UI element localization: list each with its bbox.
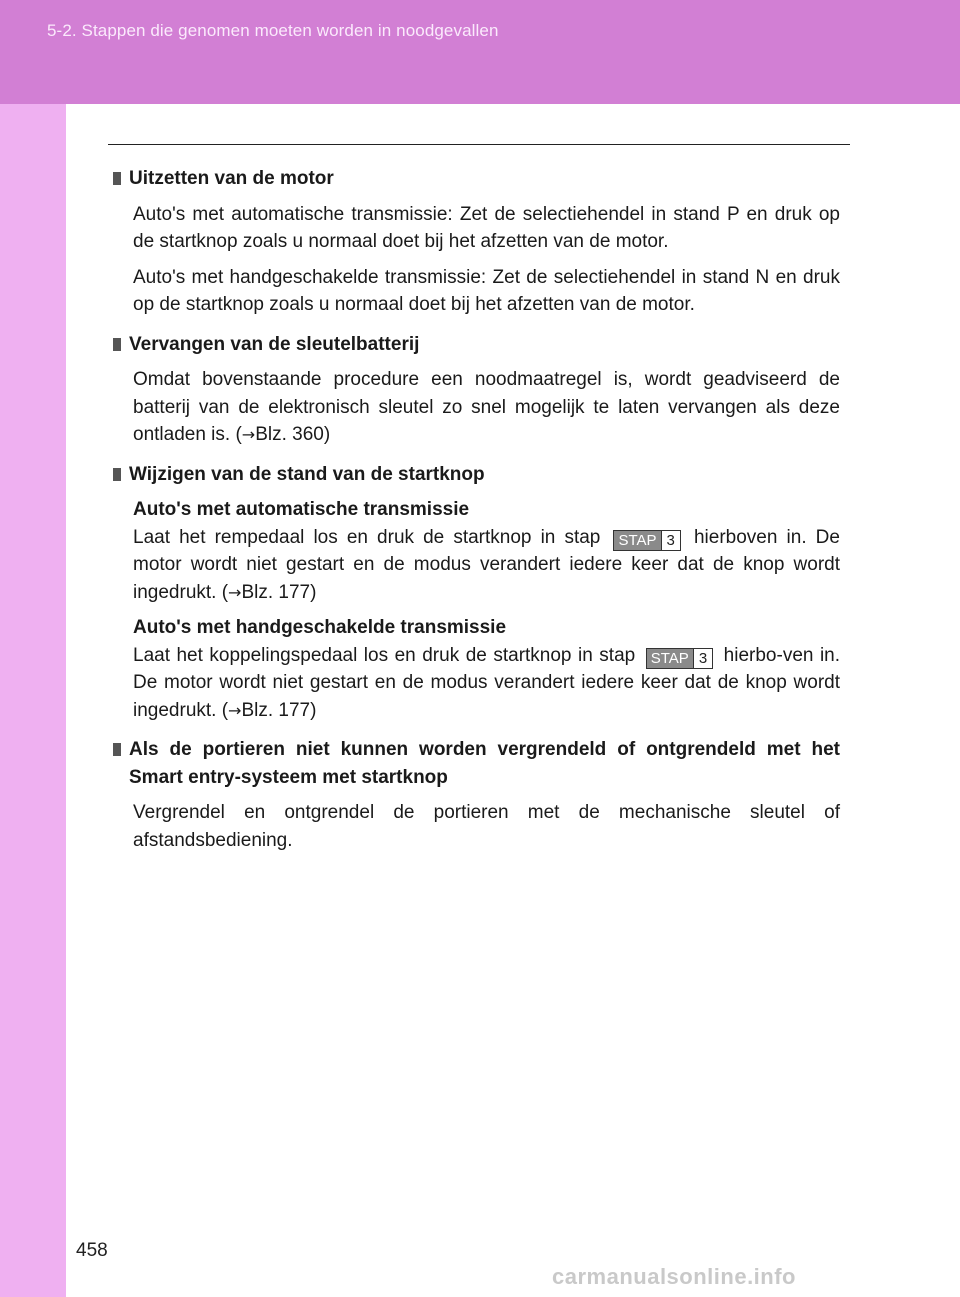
stap-badge-label: STAP xyxy=(614,531,660,550)
paragraph-text: Laat het koppelingspedaal los en druk de startknop in stap xyxy=(133,644,636,666)
subsection xyxy=(133,496,840,606)
section-heading xyxy=(113,736,840,791)
paragraph-text: Omdat bovenstaande procedure een noodmaatregel is, wordt geadviseerd de batterij van de elektronisch sleutel zo snel mogelijk te laten vervangen als deze ontladen is. ( xyxy=(133,369,840,445)
page-header-title: 5-2. Stappen die genomen moeten worden in noodgevallen xyxy=(47,21,499,40)
page-reference: Blz. 360) xyxy=(255,424,331,445)
subsection-heading: Auto's met automatische transmissie xyxy=(133,499,470,520)
subsection xyxy=(133,614,840,724)
paragraph xyxy=(133,366,840,449)
arrow-right-icon: → xyxy=(228,700,242,720)
page-content xyxy=(113,165,840,854)
section-heading-text: Vervangen van de sleutelbatterij xyxy=(129,333,420,355)
square-bullet-icon xyxy=(113,468,121,481)
header-band xyxy=(0,0,960,104)
page-number: 458 xyxy=(76,1240,108,1261)
square-bullet-icon xyxy=(113,172,121,185)
square-bullet-icon xyxy=(113,743,121,756)
stap-badge-label: STAP xyxy=(647,649,693,668)
square-bullet-icon xyxy=(113,338,121,351)
section-heading xyxy=(113,165,840,193)
paragraph: Auto's met handgeschakelde transmissie: Zet de selectiehendel in stand N en druk op de startknop zoals u normaal doet bij het afzetten van de motor. xyxy=(133,266,840,315)
paragraph: Vergrendel en ontgrendel de portieren met de mechanische sleutel of afstandsbediening. xyxy=(133,802,840,851)
paragraph-text: hierboven in. De motor wordt niet gestart en de modus verandert iedere keer dat de knop wordt ingedrukt. ( xyxy=(133,526,840,603)
side-band xyxy=(0,104,66,1297)
stap-badge-number: 3 xyxy=(661,531,680,550)
arrow-right-icon: → xyxy=(241,425,256,444)
stap-badge xyxy=(613,530,680,551)
section-heading-text: Als de portieren niet kunnen worden vergrendeld of ontgrendeld met het Smart entry-systeem met startknop xyxy=(129,739,840,788)
section-heading-text: Uitzetten van de motor xyxy=(129,168,334,189)
paragraph-text: Laat het rempedaal los en druk de startknop in stap xyxy=(133,526,601,548)
paragraph: Auto's met automatische transmissie: Zet de selectiehendel in stand P en druk op de startknop zoals u normaal doet bij het afzetten van de motor. xyxy=(133,203,840,252)
paragraph-text: hierbo-ven in. De motor wordt niet gestart en de modus verandert iedere keer dat de knop wordt ingedrukt. ( xyxy=(133,644,841,721)
page-reference: Blz. 177) xyxy=(241,699,317,721)
section-heading xyxy=(113,331,840,359)
page-reference: Blz. 177) xyxy=(241,581,317,603)
watermark: carmanualsonline.info xyxy=(552,1264,796,1289)
subsection-heading: Auto's met handgeschakelde transmissie xyxy=(133,617,507,638)
top-rule xyxy=(108,144,850,145)
stap-badge xyxy=(646,648,713,669)
section-heading-text: Wijzigen van de stand van de startknop xyxy=(129,463,485,485)
stap-badge-number: 3 xyxy=(693,649,712,668)
arrow-right-icon: → xyxy=(228,582,242,602)
section-heading xyxy=(113,461,840,489)
